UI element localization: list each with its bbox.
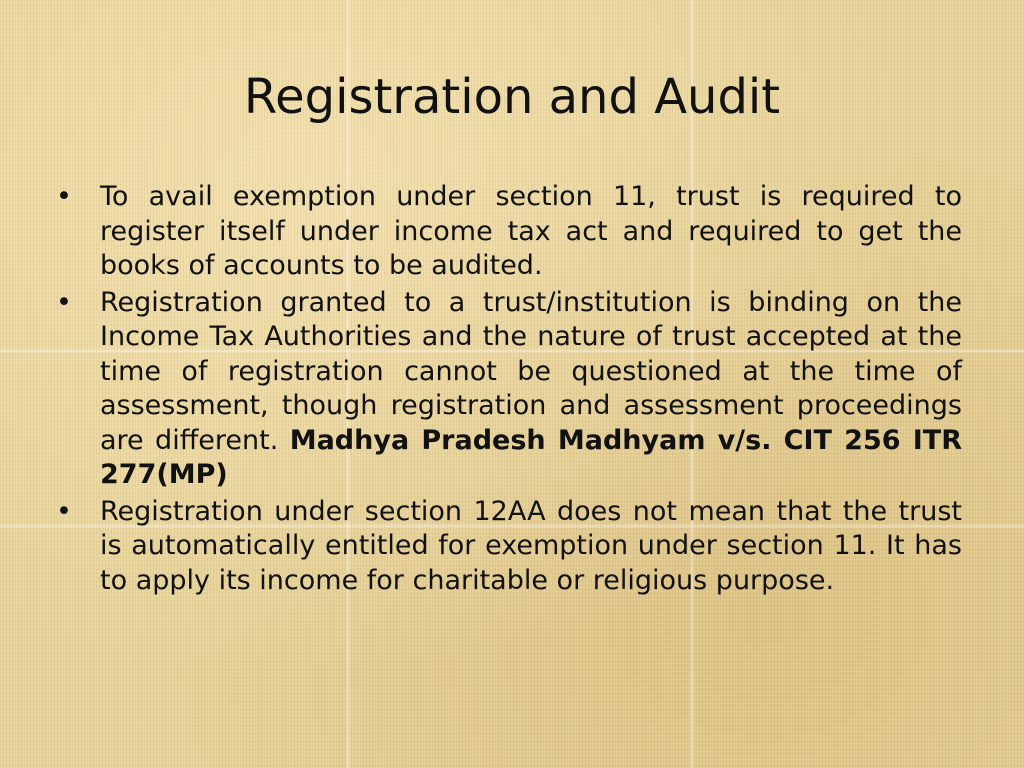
bullet-text: Registration under section 12AA does not mean that the trust is automatically entitled for exemption under section 11. It has to apply its income for charitable or religious purpose. xyxy=(100,495,962,596)
bullet-text: Registration granted to a trust/institution is binding on the Income Tax Authorities and the nature of trust accepted at the time of registration cannot be questioned at the time of assessment, though registration and assessment proceedings are different. xyxy=(100,286,962,456)
bullet-item xyxy=(56,180,962,284)
bullet-item xyxy=(56,286,962,493)
case-citation: Madhya Pradesh Madhyam v/s. CIT 256 ITR 277(MP) xyxy=(100,424,962,490)
slide-title: Registration and Audit xyxy=(243,69,781,125)
bullet-text: To avail exemption under section 11, trust is required to register itself under income tax act and required to get the books of accounts to be audited. xyxy=(100,181,962,281)
bullet-list xyxy=(56,180,962,600)
bullet-icon: • xyxy=(56,286,72,318)
bullet-icon: • xyxy=(56,181,72,212)
bullet-item xyxy=(56,495,962,599)
bullet-icon: • xyxy=(56,495,72,527)
